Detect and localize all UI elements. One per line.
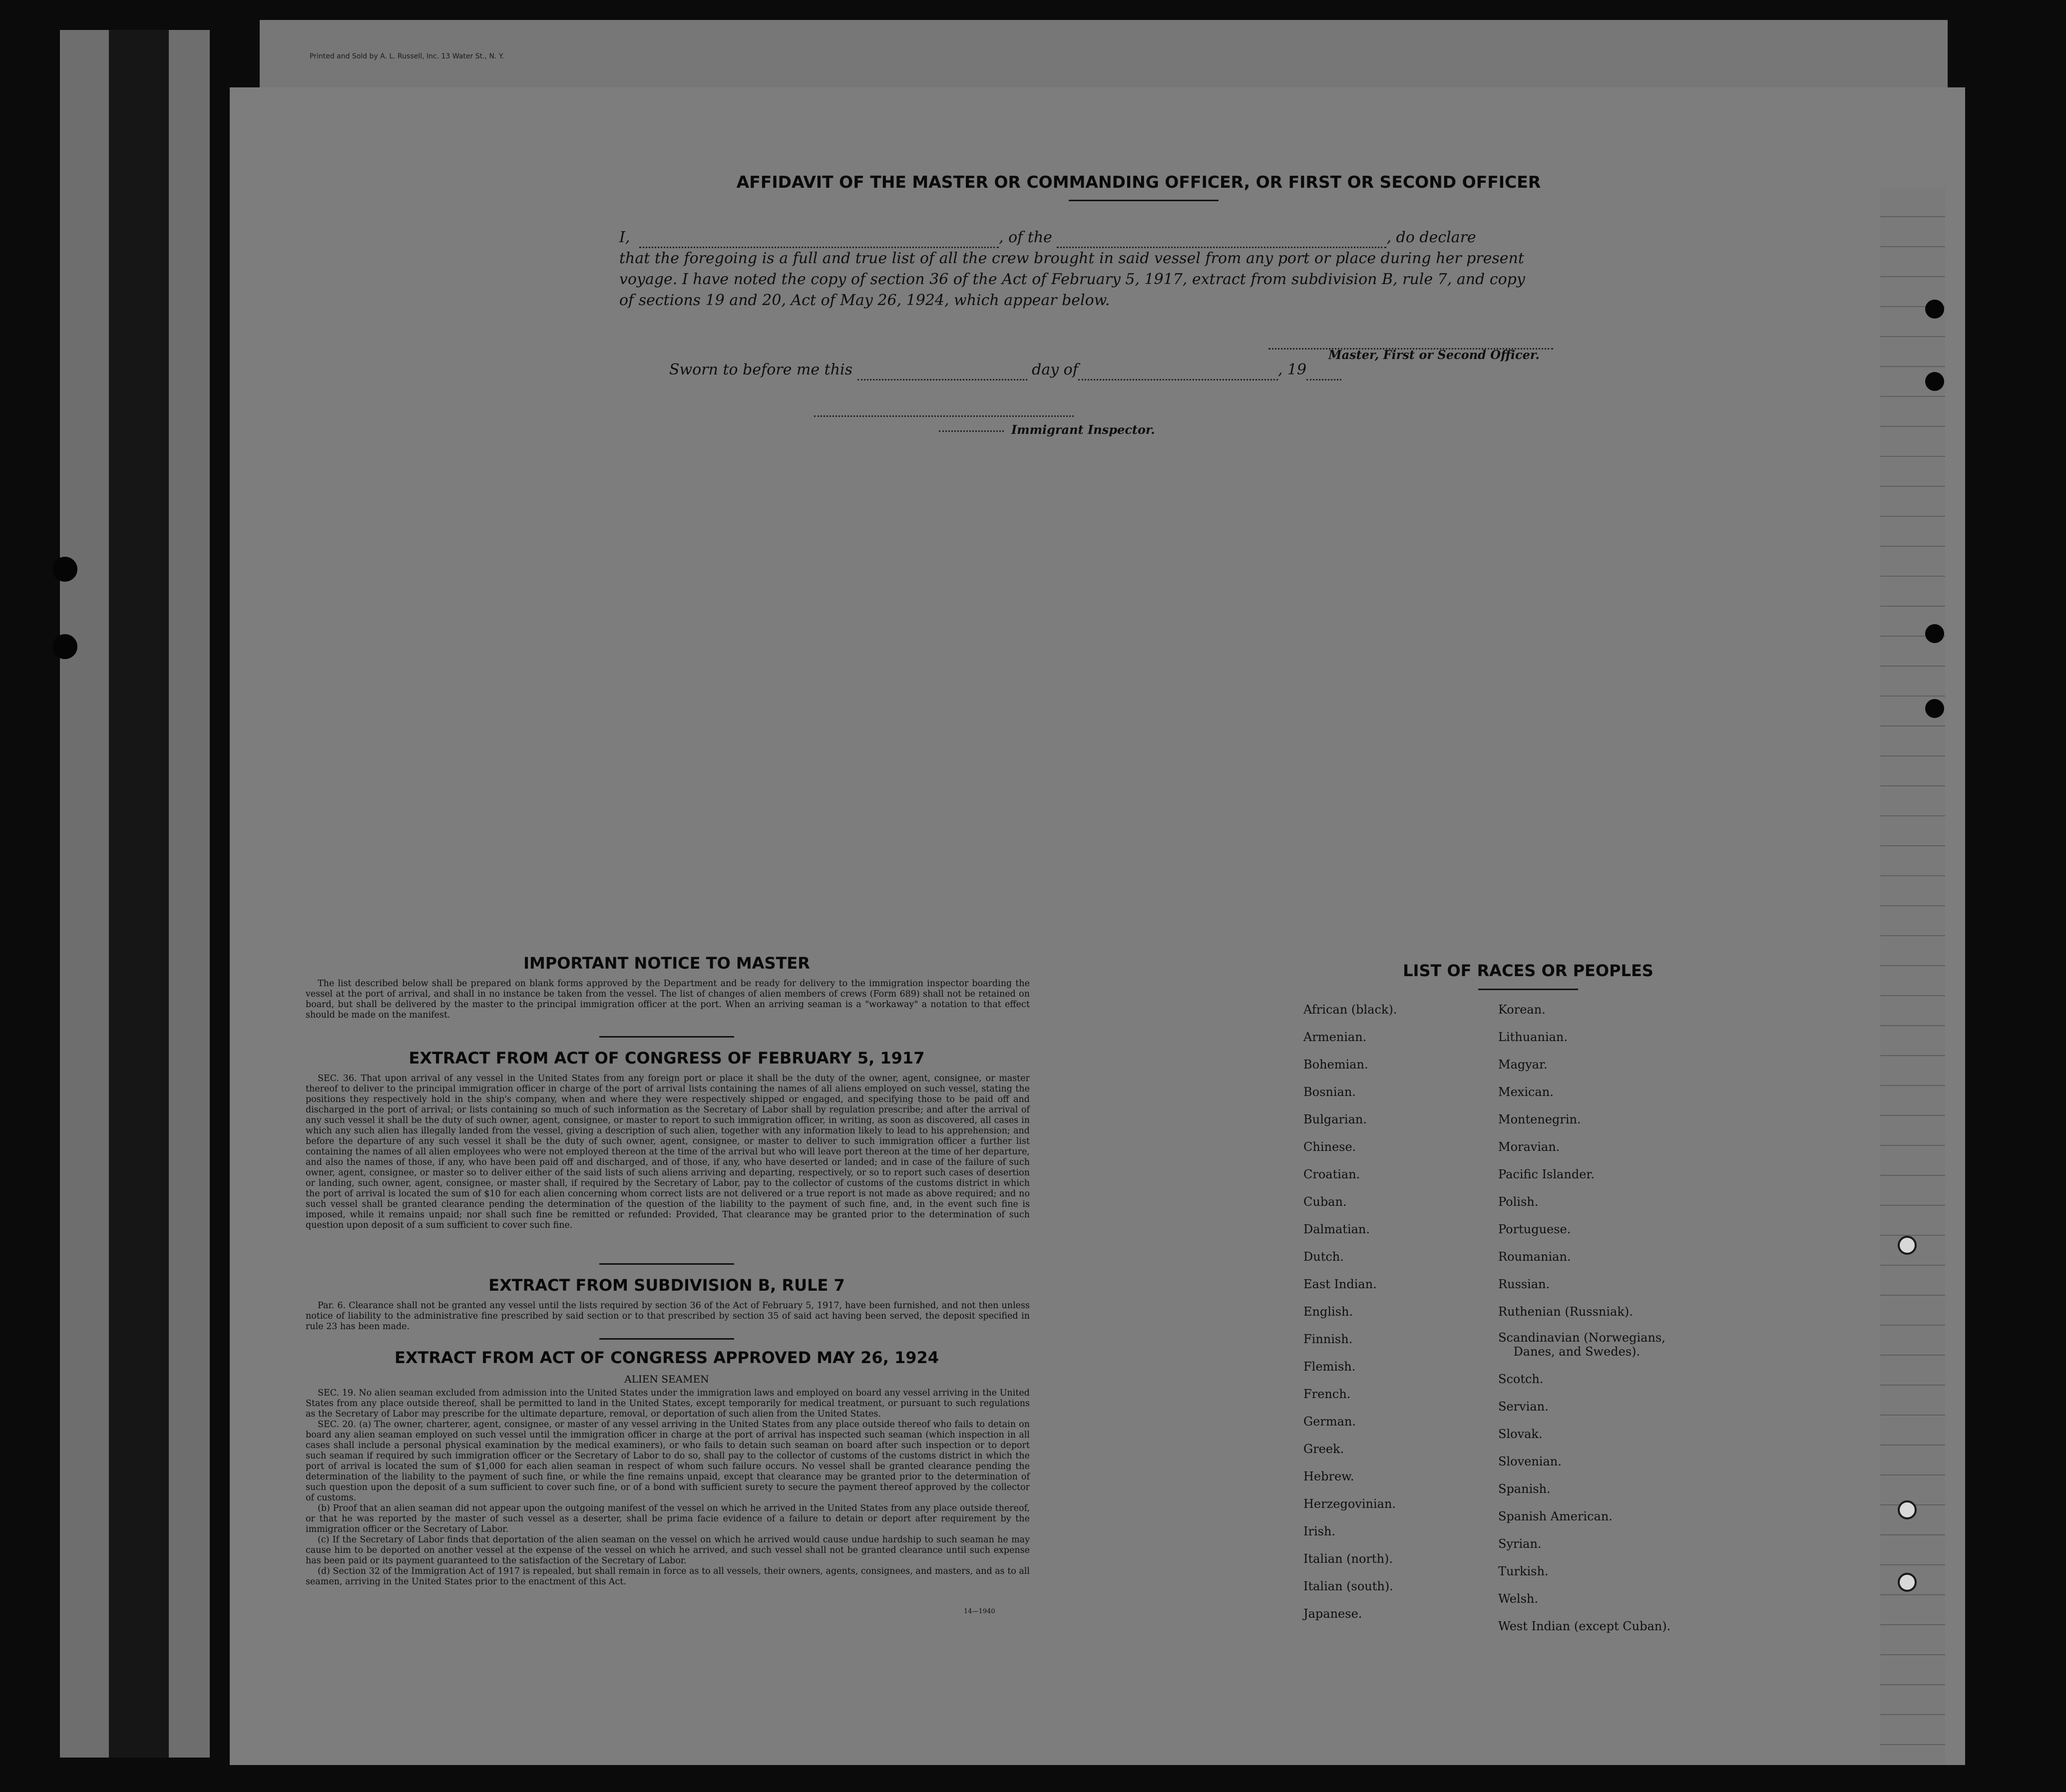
affidavit-line-3: voyage. I have noted the copy of section 36 of the Act of February 5, 1917, extract from subdivision B, rule 7, and copy [619, 271, 1525, 288]
race-item: Cuban. [1303, 1195, 1347, 1209]
race-item: West Indian (except Cuban). [1498, 1619, 1671, 1633]
title-underline [1069, 200, 1219, 201]
i-label: I, [619, 229, 630, 246]
declare-label: , do declare [1386, 229, 1476, 246]
year-field [1306, 368, 1341, 380]
affidavit-line-1 [619, 227, 1788, 248]
punch-hole [1925, 624, 1944, 643]
extract-1924-text [306, 1388, 1030, 1587]
day-of-label: day of [1032, 361, 1078, 378]
punch-hole [1898, 1573, 1917, 1592]
race-item: Ruthenian (Russniak). [1498, 1305, 1633, 1319]
section-20b-paragraph: (b) Proof that an alien seaman did not appear upon the outgoing manifest of the vessel on which he arrived in the United States from any place outside thereof, or that he was reported by the master of such vessel as a deserter, shall be prima facie evidence of a failure to detain or deport after requirement by the immigration officer or the Secretary of Labor. [306, 1503, 1030, 1534]
section-36-paragraph: SEC. 36. That upon arrival of any vessel in the United States from any foreign port or place it shall be the duty of the owner, agent, consignee, or master thereof to deliver to the principal immigration officer in charge of the port of arrival lists containing the names of all aliens employed on such vessel, stating the positions they respectively hold in the ship's company, when and where they were respectively shipped or engaged, and specifying those to be paid off and discharged in the port of arrival; or lists containing so much of such information as the Secretary of Labor shall by regulation prescribe; and after the arrival of any such vessel it shall be the duty of such owner, agent, consignee, or master to report to such immigration officer, in writing, as soon as discovered, all cases in which any such alien has illegally landed from the vessel, giving a description of such alien, together with any information likely to lead to his apprehension; and before the departure of any such vessel it shall be the duty of such owner, agent, consignee, or master to deliver to such immigration officer a further list containing the names of all alien employees who were not employed thereon at the time of the arrival but who will leave port thereon at the time of her departure, and also the names of those, if any, who have been paid off and discharged, and of those, if any, who have deserted or landed; and in case of the failure of such owner, agent, consignee, or master so to deliver either of the said lists of such aliens arriving and departing, respectively, or so to report such cases of desertion or landing, such owner, agent, consignee, or master shall, if required by the Secretary of Labor, pay to the collector of customs of the customs district in which the port of arrival is located the sum of $10 for each alien concerning whom correct lists are not delivered or a true report is not made as above required; and no such vessel shall be granted clearance pending the determination of the question of the liability to the payment of such fine, and, in the event such fine is imposed, while it remains unpaid; nor shall such fine be remitted or refunded: Provided, That clearance may be granted prior to the determination of such question upon deposit of a sum sufficient to cover such fine. [306, 1074, 1030, 1230]
printer-imprint: Printed and Sold by A. L. Russell, Inc. 13 Water St., N. Y. [310, 52, 504, 60]
par-6-paragraph: Par. 6. Clearance shall not be granted any vessel until the lists required by section 36 of the Act of February 5, 1917, have been furnished, and not then unless notice of liability to the administrative fine prescribed by said section or to that prescribed by section 35 of said act having been served, the deposit specified in rule 23 has been made. [306, 1301, 1030, 1332]
divider [599, 1263, 734, 1265]
race-item: Montenegrin. [1498, 1112, 1581, 1126]
race-item: African (black). [1303, 1003, 1397, 1017]
race-item: Spanish American. [1498, 1509, 1613, 1523]
race-item: Chinese. [1303, 1140, 1356, 1154]
race-item: Herzegovinian. [1303, 1497, 1396, 1511]
race-item: Japanese. [1303, 1607, 1362, 1621]
race-item: East Indian. [1303, 1277, 1377, 1291]
notice-paragraph: The list described below shall be prepared on blank forms approved by the Department and be ready for delivery to the immigration inspector boarding the vessel at the port of arrival, and shall in no instance be taken from the vessel. The list of changes of alien members of crews (Form 689) shall not be retained on board, but shall be delivered by the master to the principal immigration officer at the port. When an arriving seaman is a "workaway" a notation to that effect should be made on the manifest. [306, 979, 1030, 1020]
race-item: Dutch. [1303, 1250, 1344, 1264]
binder-hole [52, 634, 77, 659]
inspector-line-short [939, 424, 1004, 432]
affidavit-line-4: of sections 19 and 20, Act of May 26, 1924, which appear below. [619, 292, 1110, 309]
race-item: Russian. [1498, 1277, 1550, 1291]
divider [599, 1338, 734, 1340]
race-item: Servian. [1498, 1400, 1549, 1414]
punch-hole [1898, 1500, 1917, 1519]
race-item: Bulgarian. [1303, 1112, 1367, 1126]
race-item: Pacific Islander. [1498, 1167, 1595, 1181]
races-underline [1478, 989, 1578, 990]
sworn-line [669, 359, 1468, 380]
punch-hole [1898, 1236, 1917, 1255]
binding-shadow [109, 30, 169, 1758]
punch-hole [1925, 372, 1944, 391]
of-the-label: , of the [999, 229, 1052, 246]
ruled-edge [1880, 187, 1945, 1765]
sworn-label: Sworn to before me this [669, 361, 853, 378]
race-item: Mexican. [1498, 1085, 1554, 1099]
race-item: Bohemian. [1303, 1058, 1368, 1072]
sworn-month-field [1078, 368, 1278, 380]
race-item: Croatian. [1303, 1167, 1360, 1181]
section-20a-paragraph: SEC. 20. (a) The owner, charterer, agent, consignee, or master of any vessel arriving in the United States from any place outside thereof who fails to detain on board any alien seaman employed on such vessel until the immigration officer in charge at the port of arrival has inspected such seaman (which inspection in all cases shall include a personal physical examination by the medical examiners), or who fails to detain such seaman on board after such inspection or to deport such seaman if required by such immigration officer or the Secretary of Labor to do so, shall pay to the collector of customs of the customs district in which the port of arrival is located the sum of $1,000 for each alien seaman in respect of whom such failure occurs. No vessel shall be granted clearance pending the determination of the liability to the payment of such fine, or while the fine remains unpaid, except that clearance may be granted prior to the determination of such question upon the deposit of a sum sufficient to cover such fine, or of a bond with sufficient surety to secure the payment thereof approved by the collector of customs. [306, 1420, 1030, 1503]
subdivision-title: EXTRACT FROM SUBDIVISION B, RULE 7 [488, 1276, 845, 1295]
race-item: Slovak. [1498, 1427, 1543, 1441]
sworn-day-field [857, 368, 1027, 380]
race-item: Moravian. [1498, 1140, 1560, 1154]
race-item: Scandinavian (Norwegians, Danes, and Swedes). [1498, 1331, 1665, 1359]
race-item: Bosnian. [1303, 1085, 1356, 1099]
extract-1917-title: EXTRACT FROM ACT OF CONGRESS OF FEBRUARY 5, 1917 [409, 1049, 925, 1068]
race-item: Spanish. [1498, 1482, 1551, 1496]
races-left-column [1303, 996, 1397, 1628]
race-item: Roumanian. [1498, 1250, 1571, 1264]
race-item: Greek. [1303, 1442, 1344, 1456]
race-item: Welsh. [1498, 1592, 1538, 1606]
section-20c-paragraph: (c) If the Secretary of Labor finds that deportation of the alien seaman on the vessel on which he arrived would cause undue hardship to such seaman he may cause him to be deported on another vessel at the expense of the vessel on which he arrived, and such vessel shall not be granted clearance until such expense has been paid or its payment guaranteed to the satisfaction of the Secretary of Labor. [306, 1535, 1030, 1566]
extract-1924-title: EXTRACT FROM ACT OF CONGRESS APPROVED MAY 26, 1924 [394, 1348, 939, 1367]
race-item: Finnish. [1303, 1332, 1353, 1346]
race-item: Italian (south). [1303, 1579, 1393, 1593]
form-code: 14—1940 [964, 1608, 995, 1615]
signature-label: Master, First or Second Officer. [1328, 348, 1540, 362]
notice-title: IMPORTANT NOTICE TO MASTER [523, 954, 810, 973]
section-19-paragraph: SEC. 19. No alien seaman excluded from admission into the United States under the immigration laws and employed on board any vessel arriving in the United States from any place outside thereof, shall be permitted to land in the United States, except temporarily for medical treatment, or pursuant to such regulations as the Secretary of Labor may prescribe for the ultimate departure, removal, or deportation of such alien from the United States. [306, 1388, 1030, 1419]
race-item: Syrian. [1498, 1537, 1542, 1551]
race-item: Dalmatian. [1303, 1222, 1370, 1236]
race-item: Hebrew. [1303, 1469, 1354, 1483]
race-item: Scotch. [1498, 1372, 1544, 1386]
binder-hole [52, 557, 77, 582]
name-field [639, 236, 999, 248]
race-item: Magyar. [1498, 1058, 1548, 1072]
race-item: Flemish. [1303, 1360, 1356, 1374]
vessel-field [1057, 236, 1386, 248]
affidavit-title: AFFIDAVIT OF THE MASTER OR COMMANDING OFFICER, OR FIRST OR SECOND OFFICER [736, 172, 1541, 192]
affidavit-body [619, 227, 1788, 311]
document-page [230, 87, 1965, 1765]
year-label: , 19 [1277, 361, 1307, 378]
race-item: Turkish. [1498, 1564, 1549, 1578]
race-item: Lithuanian. [1498, 1030, 1568, 1044]
section-20d-paragraph: (d) Section 32 of the Immigration Act of 1917 is repealed, but shall remain in force as to all vessels, their owners, agents, consignees, and masters, and as to all seamen, arriving in the United States prior to the enactment of this Act. [306, 1566, 1030, 1587]
race-item: English. [1303, 1305, 1353, 1319]
race-item: German. [1303, 1415, 1356, 1429]
affidavit-line-2: that the foregoing is a full and true list of all the crew brought in said vessel from any port or place during her present [619, 250, 1524, 267]
inspector-line [814, 404, 1074, 417]
subdivision-text [306, 1301, 1030, 1332]
race-item: Slovenian. [1498, 1454, 1562, 1468]
races-title: LIST OF RACES OR PEOPLES [1403, 961, 1653, 980]
races-right-column [1498, 996, 1670, 1640]
alien-seamen-subtitle: ALIEN SEAMEN [624, 1373, 709, 1385]
race-item: Italian (north). [1303, 1552, 1393, 1566]
race-item: Armenian. [1303, 1030, 1367, 1044]
race-item: Polish. [1498, 1195, 1539, 1209]
divider [599, 1036, 734, 1038]
race-item: Korean. [1498, 1003, 1546, 1017]
punch-hole [1925, 699, 1944, 718]
punch-hole [1925, 300, 1944, 319]
race-item: French. [1303, 1387, 1351, 1401]
race-item: Portuguese. [1498, 1222, 1571, 1236]
inspector-label: Immigrant Inspector. [1011, 422, 1155, 437]
extract-1917-text [306, 1074, 1030, 1231]
race-item: Irish. [1303, 1524, 1336, 1538]
notice-text [306, 979, 1030, 1021]
